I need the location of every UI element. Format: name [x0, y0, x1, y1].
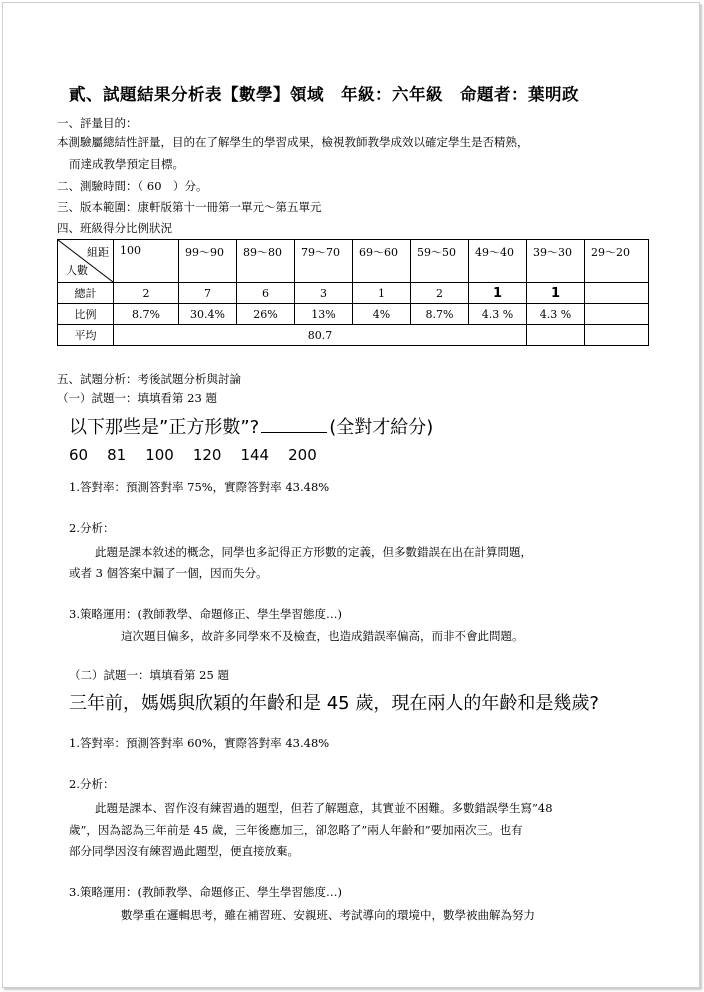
- q2-question: 三年前，媽媽與欣穎的年齡和是 45 歲，現在兩人的年齡和是幾歲?: [69, 693, 599, 714]
- column-header: 39～30: [527, 240, 585, 283]
- header-range-label: 組距: [87, 246, 109, 259]
- q2-analysis-heading: 2.分析：: [69, 777, 115, 791]
- q1-strategy-text: 這次題目偏多，故許多同學來不及檢查，也造成錯誤率偏高，而非不會此問題。: [121, 629, 524, 643]
- document-page: [2, 2, 700, 988]
- q1-analysis-line1: 此題是課本敘述的概念，同學也多記得正方形數的定義，但多數錯誤在出在計算問題，: [95, 545, 532, 559]
- page-title: 貳、試題結果分析表【數學】領域 年級：六年級 命題者：葉明政: [69, 85, 579, 104]
- table-cell: 26%: [237, 304, 295, 325]
- answer-blank: [261, 415, 327, 433]
- table-cell: 1: [469, 283, 527, 304]
- table-cell: 1: [527, 283, 585, 304]
- table-cell: 4%: [353, 304, 411, 325]
- table-cell: [585, 283, 649, 304]
- column-header: 79～70: [295, 240, 353, 283]
- table-header-row: [58, 240, 649, 283]
- average-value: 80.7: [114, 325, 527, 346]
- column-header: 69～60: [353, 240, 411, 283]
- number-option: 100: [145, 446, 174, 464]
- q1-heading: （一）試題一：填填看第 23 題: [57, 391, 217, 405]
- score-distribution-table: [57, 239, 649, 346]
- table-cell: [527, 325, 585, 346]
- table-row-average: [58, 325, 649, 346]
- column-header: 29～20: [585, 240, 649, 283]
- q2-analysis-line1: 此題是課本、習作沒有練習過的題型，但若了解題意，其實並不困難。多數錯誤學生寫”48: [95, 801, 553, 815]
- q2-strategy-heading: 3.策略運用：(教師教學、命題修正、學生學習態度…): [69, 885, 342, 899]
- diagonal-header-cell: [58, 240, 114, 283]
- q1-question-text: 以下那些是”正方形數”?: [69, 417, 260, 438]
- table-cell: 8.7%: [114, 304, 179, 325]
- row-label: 平均: [58, 325, 114, 346]
- table-cell: [585, 304, 649, 325]
- table-cell: 4.3 %: [527, 304, 585, 325]
- number-option: 200: [288, 446, 317, 464]
- section-3-scope: 三、版本範圍：康軒版第十一冊第一單元～第五單元: [57, 200, 322, 214]
- q2-strategy-text: 數學重在邏輯思考，雖在補習班、安親班、考試導向的環境中，數學被曲解為努力: [121, 908, 535, 922]
- section-1-line2: 而達成教學預定目標。: [69, 157, 184, 171]
- column-header: 89～80: [237, 240, 295, 283]
- header-people-label: 人數: [66, 264, 88, 277]
- table-cell: 13%: [295, 304, 353, 325]
- table-cell: 30.4%: [179, 304, 237, 325]
- section-1-heading: 一、評量目的：: [57, 116, 138, 130]
- row-label: 比例: [58, 304, 114, 325]
- q1-strategy-heading: 3.策略運用：(教師教學、命題修正、學生學習態度…): [69, 607, 342, 621]
- section-5-heading: 五、試題分析：考後試題分析與討論: [57, 372, 241, 386]
- q2-heading: （二）試題一：填填看第 25 題: [69, 668, 229, 682]
- q1-accuracy: 1.答對率：預測答對率 75%，實際答對率 43.48%: [69, 480, 330, 494]
- table-cell: 7: [179, 283, 237, 304]
- q1-analysis-line2: 或者 3 個答案中漏了一個，因而失分。: [69, 566, 268, 580]
- table-cell: 1: [353, 283, 411, 304]
- table-row-ratio: [58, 304, 649, 325]
- column-header: 99～90: [179, 240, 237, 283]
- column-header: 49～40: [469, 240, 527, 283]
- row-label: 總計: [58, 283, 114, 304]
- q1-analysis-heading: 2.分析：: [69, 521, 115, 535]
- number-option: 60: [69, 446, 89, 464]
- table-cell: 2: [411, 283, 469, 304]
- q1-question: [69, 413, 433, 439]
- table-row-total: [58, 283, 649, 304]
- column-header: 100: [114, 240, 179, 283]
- number-option: 81: [107, 446, 127, 464]
- table-cell: 2: [114, 283, 179, 304]
- table-cell: [585, 325, 649, 346]
- number-option: 120: [192, 446, 222, 464]
- q1-question-note: (全對才給分): [329, 417, 434, 438]
- table-cell: 4.3 %: [469, 304, 527, 325]
- q1-number-list: [69, 446, 336, 464]
- section-1-line1: 本測驗屬總結性評量，目的在了解學生的學習成果，檢視教師教學成效以確定學生是否精熟，: [57, 135, 529, 149]
- q2-analysis-line2: 歲”，因為認為三年前是 45 歲，三年後應加三，卻忽略了”兩人年齡和”要加兩次三。也有: [69, 823, 523, 837]
- section-4-heading: 四、班級得分比例狀況: [57, 221, 172, 235]
- table-cell: 3: [295, 283, 353, 304]
- table-cell: 8.7%: [411, 304, 469, 325]
- q2-accuracy: 1.答對率：預測答對率 60%，實際答對率 43.48%: [69, 736, 330, 750]
- section-2-time: 二、測驗時間：（ 60 ）分。: [57, 179, 208, 193]
- table-cell: 6: [237, 283, 295, 304]
- number-option: 144: [240, 446, 270, 464]
- column-header: 59～50: [411, 240, 469, 283]
- q2-analysis-line3: 部分同學因沒有練習過此題型，便直接放棄。: [69, 844, 299, 858]
